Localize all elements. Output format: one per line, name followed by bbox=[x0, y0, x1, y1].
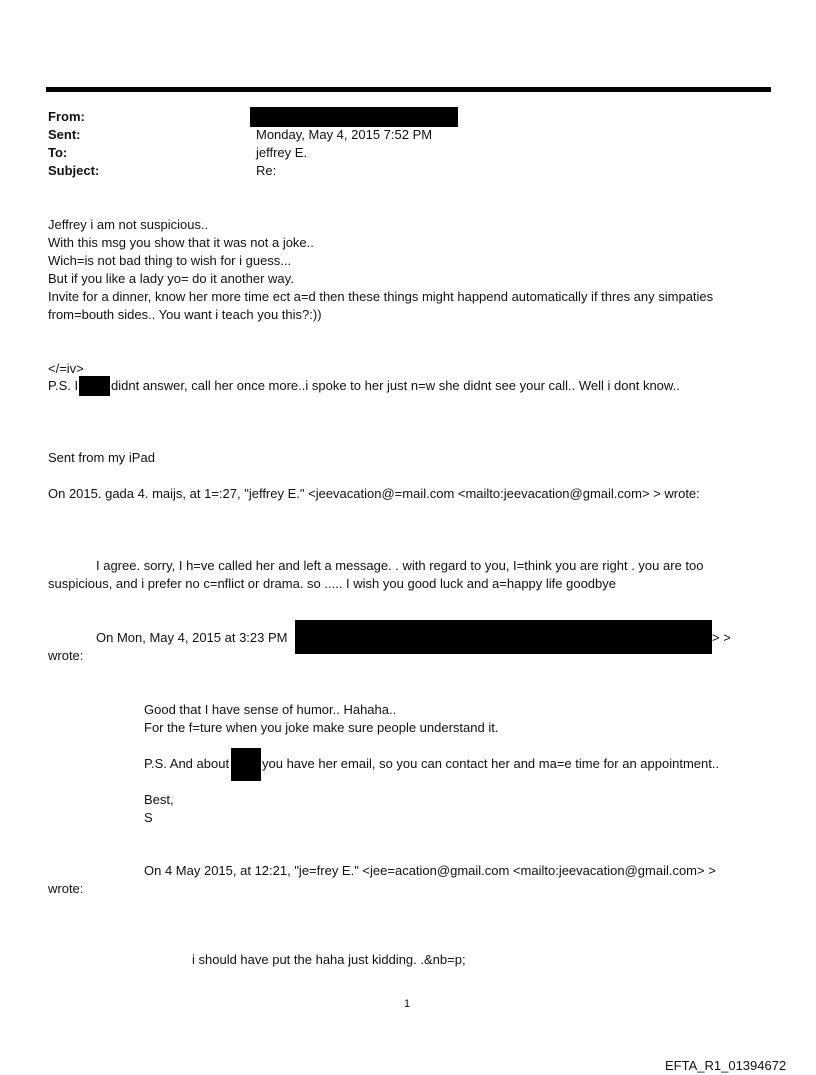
sent-value: Monday, May 4, 2015 7:52 PM bbox=[256, 127, 433, 142]
quote-header: On Mon, May 4, 2015 at 3:23 PM bbox=[96, 630, 288, 645]
body-line: Jeffrey i am not suspicious.. bbox=[48, 217, 209, 232]
body-line: Wich=is not bad thing to wish for i guess... bbox=[48, 253, 292, 268]
closing: Best, bbox=[144, 792, 174, 807]
quote-line: Good that I have sense of humor.. Hahaha.. bbox=[144, 702, 397, 717]
quote-header: On 2015. gada 4. maijs, at 1=:27, "jeffrey E." <jeevacation@=mail.com <mailto:jeevacation@gmail.com> > wrote: bbox=[48, 486, 700, 501]
redacted-sender bbox=[295, 620, 712, 654]
to-label: To: bbox=[48, 145, 68, 160]
subject-label: Subject: bbox=[48, 163, 100, 178]
wrote-label: wrote: bbox=[48, 881, 84, 896]
from-label: From: bbox=[48, 109, 85, 124]
body-line: from=bouth sides.. You want i teach you this?:)) bbox=[48, 307, 322, 322]
wrote-label: wrote: bbox=[48, 648, 84, 663]
redacted-name bbox=[231, 748, 261, 781]
quote-header-end: > > bbox=[712, 630, 731, 645]
div-tag-text: </=iv> bbox=[48, 361, 84, 376]
reply-line: suspicious, and i prefer no c=nflict or drama. so ..... I wish you good luck and a=happy life goodbye bbox=[48, 576, 616, 591]
body-line: But if you like a lady yo= do it another way. bbox=[48, 271, 294, 286]
page-number: 1 bbox=[404, 998, 411, 1010]
quote-line: For the f=ture when you joke make sure people understand it. bbox=[144, 720, 499, 735]
redacted-sender bbox=[250, 107, 458, 127]
initial: S bbox=[144, 810, 153, 825]
subject-value: Re: bbox=[256, 163, 277, 178]
body-line: Invite for a dinner, know her more time ect a=d then these things might happend automatically if thres any simpaties bbox=[48, 289, 714, 304]
signature: Sent from my iPad bbox=[48, 450, 155, 465]
sent-label: Sent: bbox=[48, 127, 81, 142]
quote-header: On 4 May 2015, at 12:21, "je=frey E." <jee=acation@gmail.com <mailto:jeevacation@gmail.com> > bbox=[144, 863, 716, 878]
ps-rest: you have her email, so you can contact her and ma=e time for an appointment.. bbox=[262, 756, 720, 771]
reply-line: I agree. sorry, I h=ve called her and left a message. . with regard to you, I=think you are right . you are too bbox=[96, 558, 704, 573]
ps-start: P.S. And about bbox=[144, 756, 230, 771]
ps-rest: didnt answer, call her once more..i spoke to her just n=w she didnt see your call.. Well i dont know.. bbox=[111, 378, 680, 393]
header-rule bbox=[46, 87, 771, 92]
quote-line: i should have put the haha just kidding. .&nb=p; bbox=[192, 952, 466, 967]
body-line: With this msg you show that it was not a joke.. bbox=[48, 235, 314, 250]
redacted-name bbox=[79, 376, 110, 396]
document-id: EFTA_R1_01394672 bbox=[665, 1058, 787, 1073]
to-value: jeffrey E. bbox=[256, 145, 308, 160]
ps-start: P.S. I bbox=[48, 378, 79, 393]
